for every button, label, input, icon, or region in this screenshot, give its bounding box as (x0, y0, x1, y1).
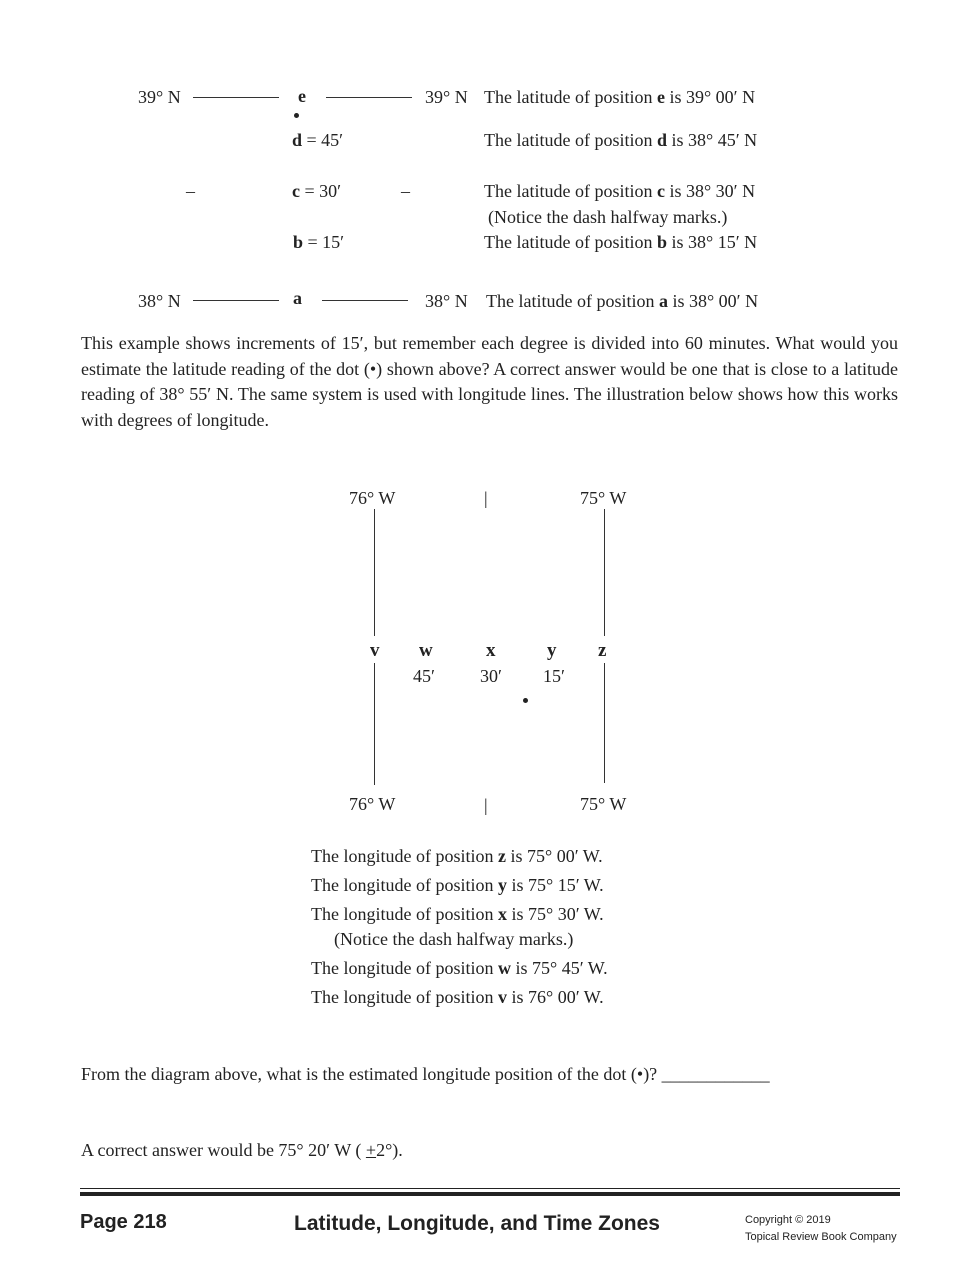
lat-statement-e: The latitude of position e is 39° 00′ N (484, 87, 756, 107)
lat-note: (Notice the dash halfway marks.) (488, 207, 728, 227)
position-v-label: v (370, 640, 380, 661)
lon-label-76-bottom: 76° W (349, 794, 396, 814)
lon-note: (Notice the dash halfway marks.) (334, 929, 574, 949)
minutes-30-label: 30′ (480, 666, 502, 686)
position-d-label: d = 45′ (292, 130, 344, 150)
lat-line-38-left (193, 300, 279, 301)
minutes-45-label: 45′ (413, 666, 435, 686)
minutes-15-label: 15′ (543, 666, 565, 686)
position-x-label: x (486, 640, 496, 661)
lon-line-76-upper (374, 509, 375, 636)
lat-line-38-right (322, 300, 408, 301)
position-c-label: c = 30′ (292, 181, 342, 201)
lon-label-75-top: 75° W (580, 488, 627, 508)
copyright-line: Copyright © 2019 (745, 1214, 831, 1226)
lat-halfway-dash-right: – (401, 181, 410, 201)
lat-label-39-left: 39° N (138, 87, 181, 107)
position-e-label: e (298, 86, 306, 106)
lat-statement-d: The latitude of position d is 38° 45′ N (484, 130, 758, 150)
lon-label-76-top: 76° W (349, 488, 396, 508)
lat-statement-a: The latitude of position a is 38° 00′ N (486, 291, 759, 311)
position-b-label: b = 15′ (293, 232, 345, 252)
lon-line-75-upper (604, 509, 605, 636)
position-y-label: y (547, 640, 557, 661)
lon-line-75-lower (604, 663, 605, 783)
lat-halfway-dash-left: – (186, 181, 195, 201)
lon-halfway-mark-top: | (484, 488, 488, 508)
lat-label-39-right: 39° N (425, 87, 468, 107)
footer-rule-thick (80, 1192, 900, 1196)
lon-statement-v: The longitude of position v is 76° 00′ W. (311, 987, 604, 1007)
answer-text: A correct answer would be 75° 20′ W ( +2°). (81, 1140, 403, 1160)
lat-line-39-right (326, 97, 412, 98)
lon-label-75-bottom: 75° W (580, 794, 627, 814)
lat-statement-b: The latitude of position b is 38° 15′ N (484, 232, 758, 252)
position-w-label: w (419, 640, 433, 661)
position-a-label: a (293, 288, 302, 308)
lat-label-38-right: 38° N (425, 291, 468, 311)
chapter-title: Latitude, Longitude, and Time Zones (294, 1212, 660, 1235)
page-number: Page 218 (80, 1211, 167, 1233)
position-z-label: z (598, 640, 607, 661)
lon-statement-x: The longitude of position x is 75° 30′ W. (311, 904, 604, 924)
publisher-name: Topical Review Book Company (745, 1231, 897, 1243)
question-text: From the diagram above, what is the estimated longitude position of the dot (•)? ____________ (81, 1064, 770, 1084)
footer-rule-thin (80, 1188, 900, 1189)
lat-statement-c: The latitude of position c is 38° 30′ N (484, 181, 756, 201)
lat-dot (294, 113, 299, 118)
lon-statement-z: The longitude of position z is 75° 00′ W. (311, 846, 603, 866)
explanation-paragraph: This example shows increments of 15′, but remember each degree is divided into 60 minutes. What would you estimate the latitude reading of the dot (•) shown above? A correct answer would be one that is close to a latitude reading of 38° 55′ N. The same system is used with longitude lines. The illustration below shows how this works with degrees of longitude. (81, 333, 898, 430)
lat-line-39-left (193, 97, 279, 98)
lon-line-76-lower (374, 663, 375, 785)
lat-label-38-left: 38° N (138, 291, 181, 311)
lon-dot (523, 698, 528, 703)
lon-statement-y: The longitude of position y is 75° 15′ W. (311, 875, 604, 895)
lon-statement-w: The longitude of position w is 75° 45′ W. (311, 958, 608, 978)
lon-halfway-mark-bottom: | (484, 795, 488, 815)
